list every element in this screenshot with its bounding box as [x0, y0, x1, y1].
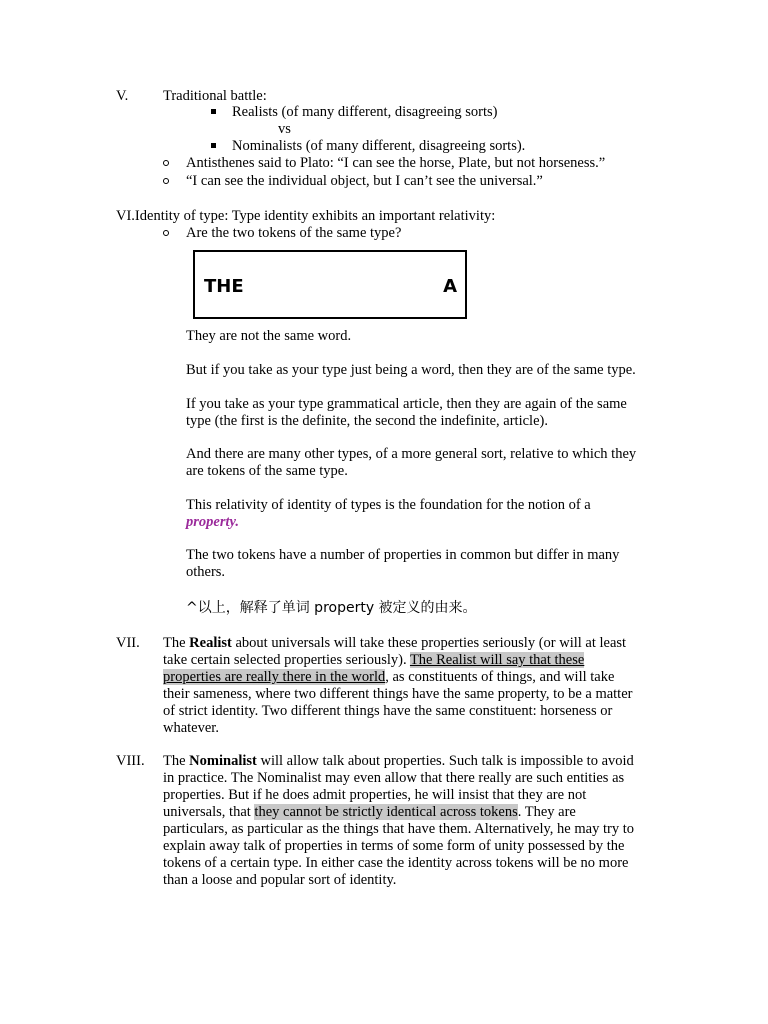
square-bullet-icon [211, 104, 216, 121]
paragraph-article-line1: If you take as your type grammatical article, then they are again of the same [186, 396, 627, 412]
antisthenes-quote: Antisthenes said to Plato: “I can see the horse, Plate, but not horseness.” [186, 155, 606, 171]
bullet-realists: Realists (of many different, disagreeing sorts) [232, 104, 498, 120]
token-figure-box [193, 250, 467, 319]
paragraph-relativity-line1: This relativity of identity of types is the foundation for the notion of a [186, 497, 591, 513]
paragraph-not-same-word: They are not the same word. [186, 328, 352, 344]
token-the: THE [204, 276, 244, 297]
paragraph-common-properties-line2: others. [186, 564, 226, 580]
section-5-numeral: V. [116, 88, 129, 104]
section-6-heading: VI.Identity of type: Type identity exhibits an important relativity: [116, 208, 496, 224]
section-7-numeral: VII. [116, 635, 140, 651]
square-bullet-icon [211, 138, 216, 155]
circle-bullet-icon [163, 173, 169, 190]
circle-bullet-icon [163, 155, 169, 172]
chinese-note: ^以上，解释了单词 property 被定义的由来。 [186, 600, 477, 616]
realist-term: Realist [189, 635, 232, 651]
nominalist-term: Nominalist [189, 753, 257, 769]
paragraph-common-properties-line1: The two tokens have a number of properties in common but differ in many [186, 547, 620, 563]
property-term: property. [186, 514, 240, 530]
universal-quote: “I can see the individual object, but I can’t see the universal.” [186, 173, 543, 189]
bullet-nominalists: Nominalists (of many different, disagreeing sorts). [232, 138, 526, 154]
section-5-heading: Traditional battle: [163, 88, 267, 104]
paragraph-article-line2: type (the first is the definite, the second the indefinite, article). [186, 413, 548, 429]
tokens-question: Are the two tokens of the same type? [186, 225, 402, 241]
section-7-paragraph: The Realist about universals will take these properties seriously (or will at least take certain selected properties seriously). The Realist will say that these properties are really there in the world, as constituents of things, and will take their sameness, where two different things have the same property, to be a matter of strict identity. Two different things have the same constituent: horseness or whatever. [163, 635, 633, 736]
highlighted-nominalist-claim: they cannot be strictly identical across tokens [254, 804, 518, 820]
vs-text: vs [278, 121, 291, 137]
section-8-paragraph: The Nominalist will allow talk about properties. Such talk is impossible to avoid in practice. The Nominalist may even allow that there really are such entities as properties. But if he does admit properties, he will insist that they are not universals, that they cannot be strictly identical across tokens. They are particulars, as particular as the things that have them. Alternatively, he may try to explain away talk of properties in terms of some form of unity possessed by the tokens of a certain type. In either case the identity across tokens will be no more than a loose and popular sort of identity. [163, 753, 634, 888]
circle-bullet-icon [163, 225, 169, 242]
paragraph-word-type: But if you take as your type just being a word, then they are of the same type. [186, 362, 636, 378]
paragraph-other-types-line2: are tokens of the same type. [186, 463, 348, 479]
highlighted-realist-claim: The Realist will say that these [409, 652, 585, 668]
section-8-numeral: VIII. [116, 753, 145, 769]
token-a: A [443, 276, 457, 297]
highlighted-realist-claim-cont: properties are really there in the world [163, 669, 386, 685]
paragraph-other-types-line1: And there are many other types, of a more general sort, relative to which they [186, 446, 637, 462]
